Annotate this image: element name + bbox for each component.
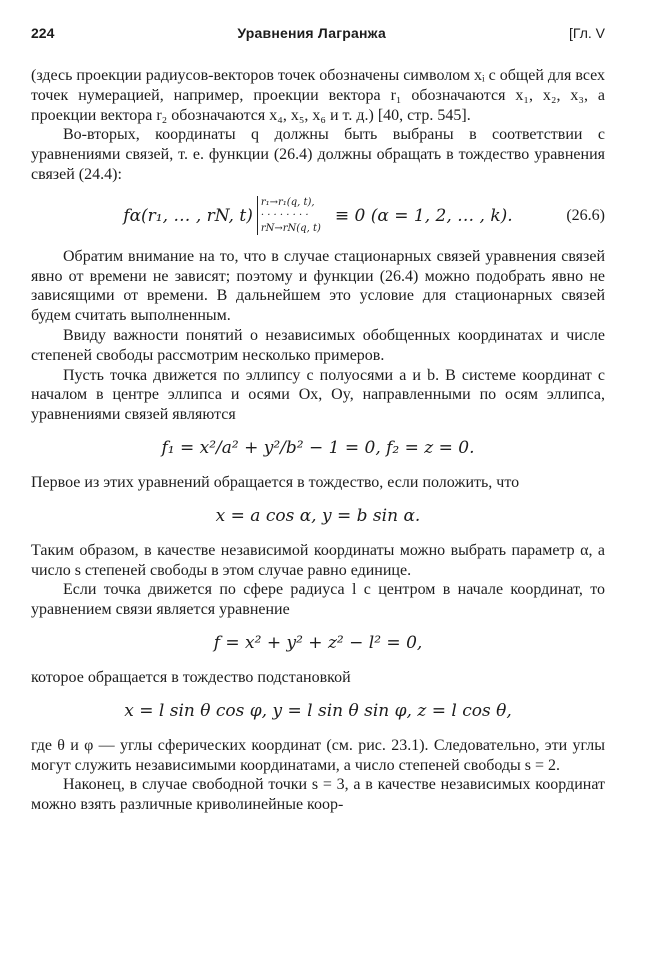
equation-26-6-rhs: ≡ 0 (α = 1, 2, … , k). [334, 205, 513, 226]
equation-26-6-lhs: fα(r₁, … , rN, t) [123, 205, 253, 226]
running-title: Уравнения Лагранжа [237, 25, 386, 41]
substitution-conditions [257, 196, 321, 235]
paragraph-8: Если точка движется по сфере радиуса l с центром в начале координат, то уравнением связи является уравнение [31, 581, 605, 619]
equation-ellipse-constraints: f₁ = x²/a² + y²/b² − 1 = 0, f₂ = z = 0. [161, 437, 475, 458]
paragraph-1: (здесь проекции радиусов-векторов точек обозначены символом xᵢ с общей для всех точек нумерацией, например, проекции вектора r₁ обозначаются x₁, x₂, x₃, а проекции вектора r₂ обозначаются x₄, x₅, x₆ и т. д.) [40, стр. 545]. [31, 67, 606, 124]
chapter-label: [Гл. V [569, 25, 605, 41]
equation-26-6 [31, 185, 605, 247]
paragraph-7: Таким образом, в качестве независимой координаты можно выбрать параметр α, а число s степеней свободы в этом случае равно единице. [31, 541, 605, 579]
paragraph-10: где θ и φ — углы сферических координат (см. рис. 23.1). Следовательно, эти углы могут служить независимыми координатами, а число степеней свободы s = 2. [31, 736, 605, 774]
equation-sphere-constraint: f = x² + y² + z² − l² = 0, [213, 632, 423, 653]
paragraph-11: Наконец, в случае свободной точки s = 3, а в качестве независимых координат можно взять различные криволинейные коор- [31, 776, 605, 814]
page-number: 224 [31, 25, 55, 41]
paragraph-2: Во-вторых, координаты q должны быть выбраны в соответствии с уравнениями связей, т. е. функции (26.4) должны обращать в тождество уравнения связей (24.4): [31, 126, 605, 183]
book-page [31, 22, 605, 957]
paragraph-5: Пусть точка движется по эллипсу с полуосями a и b. В системе координат с началом в центре эллипса и осями Ox, Oy, направленными по осям эллипса, уравнениями связей являются [31, 366, 605, 424]
paragraph-9: которое обращается в тождество подстановкой [31, 668, 351, 686]
equation-ellipse-param: x = a cos α, y = b sin α. [215, 505, 421, 526]
condition-1: r₁→r₁(q, t), [260, 197, 315, 209]
condition-dots: · · · · · · · · [260, 210, 309, 222]
page-text [31, 66, 605, 815]
paragraph-6: Первое из этих уравнений обращается в тождество, если положить, что [31, 473, 520, 491]
equation-sphere-substitution: x = l sin θ cos φ, y = l sin θ sin φ, z = l cos θ, [124, 700, 512, 721]
running-header [31, 22, 605, 44]
condition-n: rN→rN(q, t) [260, 223, 321, 235]
paragraph-4: Ввиду важности понятий о независимых обобщенных координатах и числе степеней свободы рассмотрим несколько примеров. [31, 326, 605, 364]
paragraph-3: Обратим внимание на то, что в случае стационарных связей уравнения связей явно от времени не зависят; поэтому и функции (26.4) можно подобрать явно не зависящими от времени. В дальнейшем это условие для стационарных связей будем считать выполненным. [31, 247, 605, 325]
equation-number: (26.6) [566, 206, 605, 224]
